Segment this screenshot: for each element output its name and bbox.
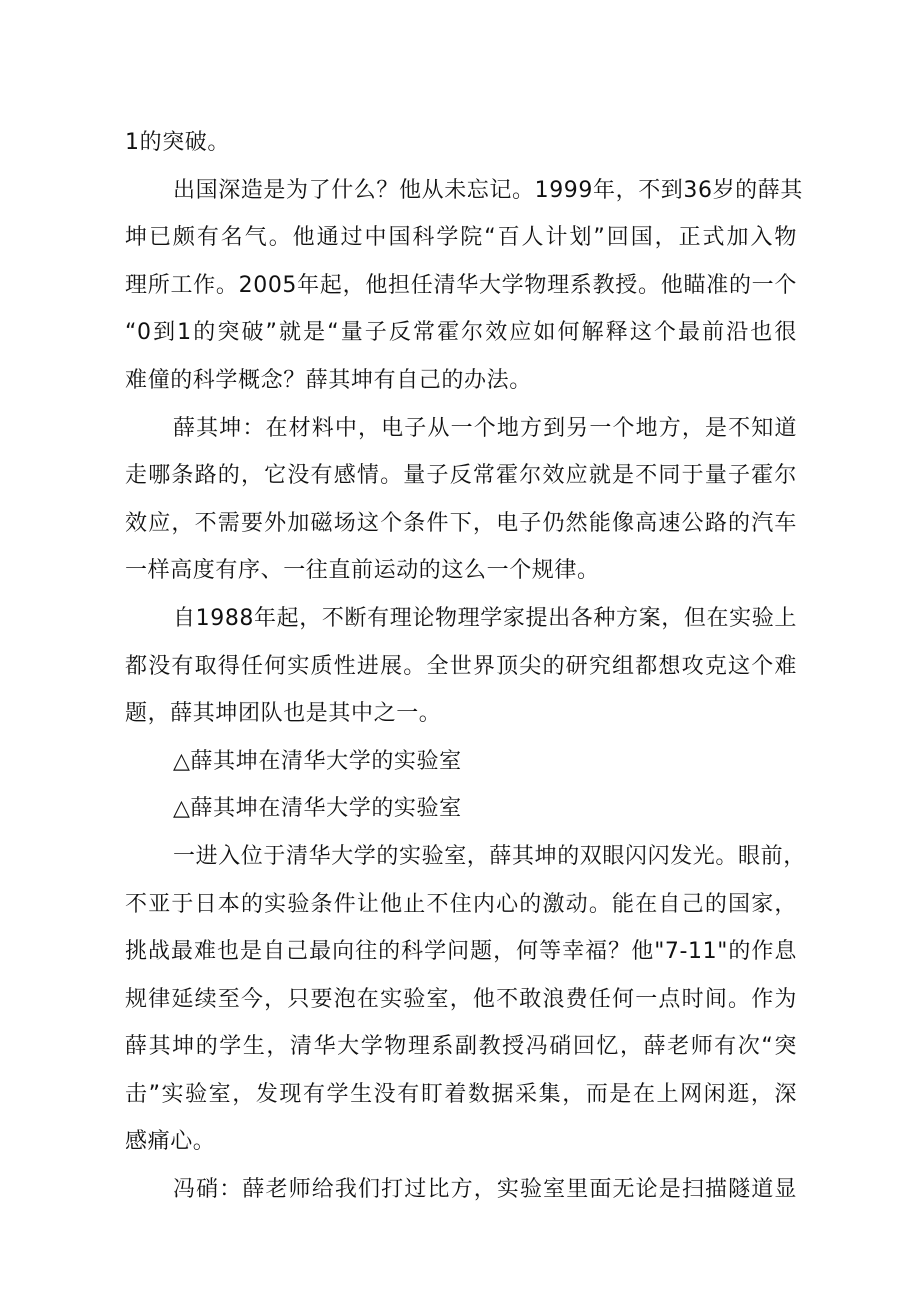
text-line-paragraph-start: 出国深造是为了什么？他从未忘记。1999年，不到36岁的薛其 bbox=[173, 177, 803, 203]
text-line: 规律延续至今，只要泡在实验室，他不敢浪费任何一点时间。作为 bbox=[125, 986, 797, 1012]
text-line-paragraph-start: 一进入位于清华大学的实验室，薛其坤的双眼闪闪发光。眼前， bbox=[173, 843, 806, 869]
text-line: “0到1的突破”就是“量子反常霍尔效应如何解释这个最前沿也很 bbox=[125, 320, 797, 346]
text-line: 坤已颇有名气。他通过中国科学院“百人计划”回国，正式加入物 bbox=[125, 225, 797, 251]
text-line: 不亚于日本的实验条件让他止不住内心的激动。能在自己的国家， bbox=[125, 891, 797, 917]
text-line-paragraph-end: 1的突破。 bbox=[125, 130, 230, 155]
text-line: 薛其坤的学生，清华大学物理系副教授冯硝回忆，薛老师有次“突 bbox=[125, 1034, 797, 1060]
text-line-paragraph-start: 冯硝：薛老师给我们打过比方，实验室里面无论是扫描隧道显 bbox=[173, 1177, 797, 1203]
text-line: 都没有取得任何实质性进展。全世界顶尖的研究组都想攻克这个难 bbox=[125, 653, 797, 679]
text-line-paragraph-start: 薛其坤：在材料中，电子从一个地方到另一个地方，是不知道 bbox=[173, 415, 797, 441]
text-line: 击”实验室，发现有学生没有盯着数据采集，而是在上网闲逛，深 bbox=[125, 1081, 797, 1107]
text-line: 效应，不需要外加磁场这个条件下，电子仍然能像高速公路的汽车 bbox=[125, 510, 797, 536]
text-line-paragraph-end: 感痛心。 bbox=[125, 1129, 216, 1155]
text-line-paragraph-end: 难僮的科学概念？薛其坤有自己的办法。 bbox=[125, 367, 532, 393]
document-body bbox=[125, 119, 806, 1214]
image-caption: △薛其坤在清华大学的实验室 bbox=[173, 796, 462, 822]
text-line-paragraph-end: 题，薛其坤团队也是其中之一。 bbox=[125, 701, 442, 727]
text-line-paragraph-end: 一样高度有序、一往直前运动的这么一个规律。 bbox=[125, 558, 600, 584]
text-line: 挑战最难也是自己最向往的科学问题，何等幸福？他"7-11"的作息 bbox=[125, 939, 797, 965]
text-line: 走哪条路的，它没有感情。量子反常霍尔效应就是不同于量子霍尔 bbox=[125, 463, 797, 489]
image-caption: △薛其坤在清华大学的实验室 bbox=[173, 748, 462, 774]
text-line: 理所工作。2005年起，他担任清华大学物理系教授。他瞄准的一个 bbox=[125, 272, 797, 298]
text-line-paragraph-start: 自1988年起，不断有理论物理学家提出各种方案，但在实验上 bbox=[173, 605, 797, 631]
